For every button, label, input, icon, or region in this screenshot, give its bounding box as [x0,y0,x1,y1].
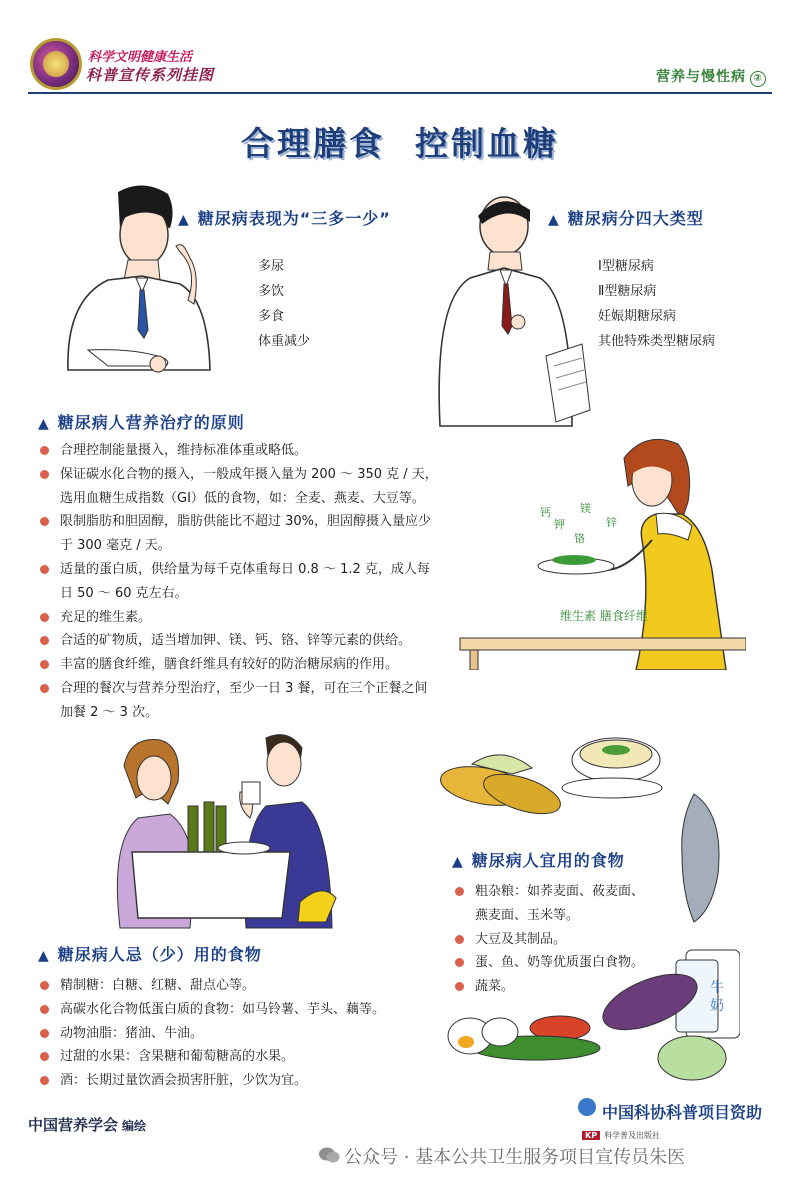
list-item: 合适的矿物质，适当增加钾、镁、钙、铬、锌等元素的供给。 [40,629,470,653]
list-item: 合理的餐次与营养分型治疗，至少一日 3 餐，可在三个正餐之间 [40,677,470,701]
symptoms-list [258,254,310,354]
list-item: 多尿 [258,259,285,274]
avoid-list [40,974,460,1093]
types-list [598,254,715,354]
topic-text: 营养与慢性病 [656,69,746,85]
title-part1: 合理膳食 [241,124,385,163]
list-item: 充足的维生素。 [40,606,470,630]
recommended-heading: ▲ 糖尿病人宜用的食物 [452,848,625,871]
cast-logo-icon [578,1098,596,1116]
publisher-line: KP 科学普及出版社 [582,1130,660,1141]
header-divider [28,92,772,94]
list-item-continuation: 加餐 2 ～ 3 次。 [60,704,159,720]
list-item: 酒：长期过量饮酒会损害肝脏，少饮为宜。 [40,1069,460,1093]
author-org-suffix: 编绘 [122,1119,147,1133]
series-name: 科普宣传系列挂图 [86,66,215,84]
milk-label-2: 奶 [710,998,724,1014]
title-part2: 控制血糖 [415,124,559,163]
list-item: Ⅱ型糖尿病 [598,284,657,299]
milk-label-1: 牛 [710,980,724,996]
mineral-label: 锌 [606,516,617,529]
author-org [28,1114,146,1135]
symptoms-heading: ▲ 糖尿病表现为“三多一少” [178,206,391,229]
logo-badge [30,38,82,90]
list-item: 多食 [258,309,285,324]
wechat-icon [318,1146,340,1164]
list-item: 蔬菜。 [455,975,695,999]
list-item: Ⅰ型糖尿病 [598,259,654,274]
woman-serving-illustration [456,430,746,670]
list-item: 丰富的膳食纤维，膳食纤维具有较好的防治糖尿病的作用。 [40,653,470,677]
mineral-label: 镁 [580,502,591,515]
list-item: 其他特殊类型糖尿病 [598,334,716,349]
nutrients-label: 维生素 膳食纤维 [560,609,648,623]
series-slogan: 科学文明健康生活 [88,50,193,65]
list-item: 精制糖：白糖、红糖、甜点心等。 [40,974,460,998]
list-item: 限制脂肪和胆固醇，脂肪供能比不超过 30%，胆固醇摄入量应少 [40,510,470,534]
list-item: 动物油脂：猪油、牛油。 [40,1022,460,1046]
list-item: 高碳水化合物低蛋白质的食物：如马铃薯、芋头、藕等。 [40,998,460,1022]
list-item: 粗杂粮：如荞麦面、莜麦面、 [455,880,695,904]
list-item-continuation: 选用血糖生成指数（GI）低的食物，如：全麦、燕麦、大豆等。 [60,490,425,506]
protein-and-vegetables-illustration [440,944,740,1084]
principles-heading: ▲ 糖尿病人营养治疗的原则 [38,410,245,433]
list-item-continuation: 日 50 ～ 60 克左右。 [60,585,188,601]
publisher-name: 科学普及出版社 [604,1131,661,1140]
topic-number: ② [750,71,766,87]
page-title [0,118,800,165]
list-item: 蛋、鱼、奶等优质蛋白食物。 [455,951,695,975]
list-item: 体重减少 [258,334,311,349]
list-item: 多饮 [258,284,285,299]
list-item: 合理控制能量摄入，维持标准体重或略低。 [40,439,470,463]
mineral-label: 铬 [574,532,585,545]
topic-tag [656,66,766,87]
list-item-continuation: 于 300 毫克 / 天。 [60,538,171,554]
couple-dining-illustration [90,722,340,930]
principles-list [40,439,470,725]
mineral-label: 钾 [554,518,565,531]
list-item: 过甜的水果：含果糖和葡萄糖高的水果。 [40,1045,460,1069]
wechat-watermark: 公众号 · 基本公共卫生服务项目宣传员朱医 [344,1147,686,1168]
author-org-name: 中国营养学会 [28,1118,119,1134]
funding-note: 中国科协科普项目资助 [602,1105,763,1122]
list-item-continuation: 燕麦面、玉米等。 [475,907,580,923]
list-item: 大豆及其制品。 [455,928,695,952]
list-item: 适量的蛋白质，供给量为每千克体重每日 0.8 ～ 1.2 克，成人每 [40,558,470,582]
types-heading: ▲ 糖尿病分四大类型 [548,206,704,229]
list-item: 妊娠期糖尿病 [598,309,677,324]
list-item: 保证碳水化合物的摄入，一般成年摄入量为 200 ～ 350 克 / 天， [40,463,470,487]
mineral-label: 钙 [540,506,551,519]
avoid-heading: ▲ 糖尿病人忌（少）用的食物 [38,942,262,965]
